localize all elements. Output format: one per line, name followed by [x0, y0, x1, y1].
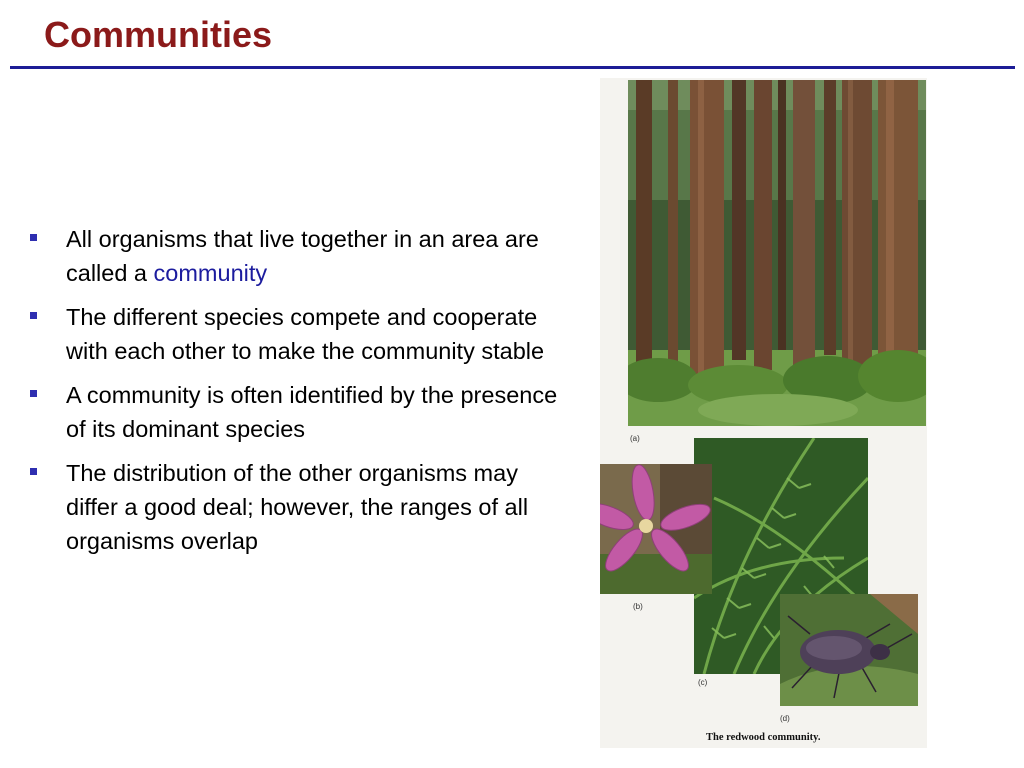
- bullet-text: All organisms that live together in an area are called a: [66, 226, 539, 286]
- photo-label-a: (a): [630, 434, 640, 443]
- bullet-text: A community is often identified by the presence of its dominant species: [66, 382, 558, 442]
- square-bullet-icon: [30, 468, 37, 475]
- trillium-flower-photo: [600, 464, 712, 594]
- beetle-photo: [780, 594, 918, 706]
- bullet-item: [30, 300, 560, 368]
- bullet-item: [30, 222, 560, 290]
- bullet-item: [30, 378, 560, 446]
- photo-label-d: (d): [780, 714, 790, 723]
- redwood-community-figure: [600, 78, 927, 748]
- bullet-text: The different species compete and cooperate with each other to make the community stable: [66, 304, 545, 364]
- redwood-forest-photo: [628, 80, 926, 426]
- square-bullet-icon: [30, 390, 37, 397]
- bullet-list: [30, 222, 560, 568]
- photo-label-b: (b): [633, 602, 643, 611]
- title-divider: [10, 66, 1015, 69]
- bullet-text: The distribution of the other organisms may differ a good deal; however, the ranges of all organisms overlap: [66, 460, 529, 554]
- bullet-item: [30, 456, 560, 558]
- figure-caption: The redwood community.: [706, 732, 821, 743]
- slide-title: Communities: [44, 14, 273, 55]
- square-bullet-icon: [30, 234, 37, 241]
- square-bullet-icon: [30, 312, 37, 319]
- bullet-highlight-term: community: [153, 260, 268, 286]
- photo-label-c: (c): [698, 678, 708, 687]
